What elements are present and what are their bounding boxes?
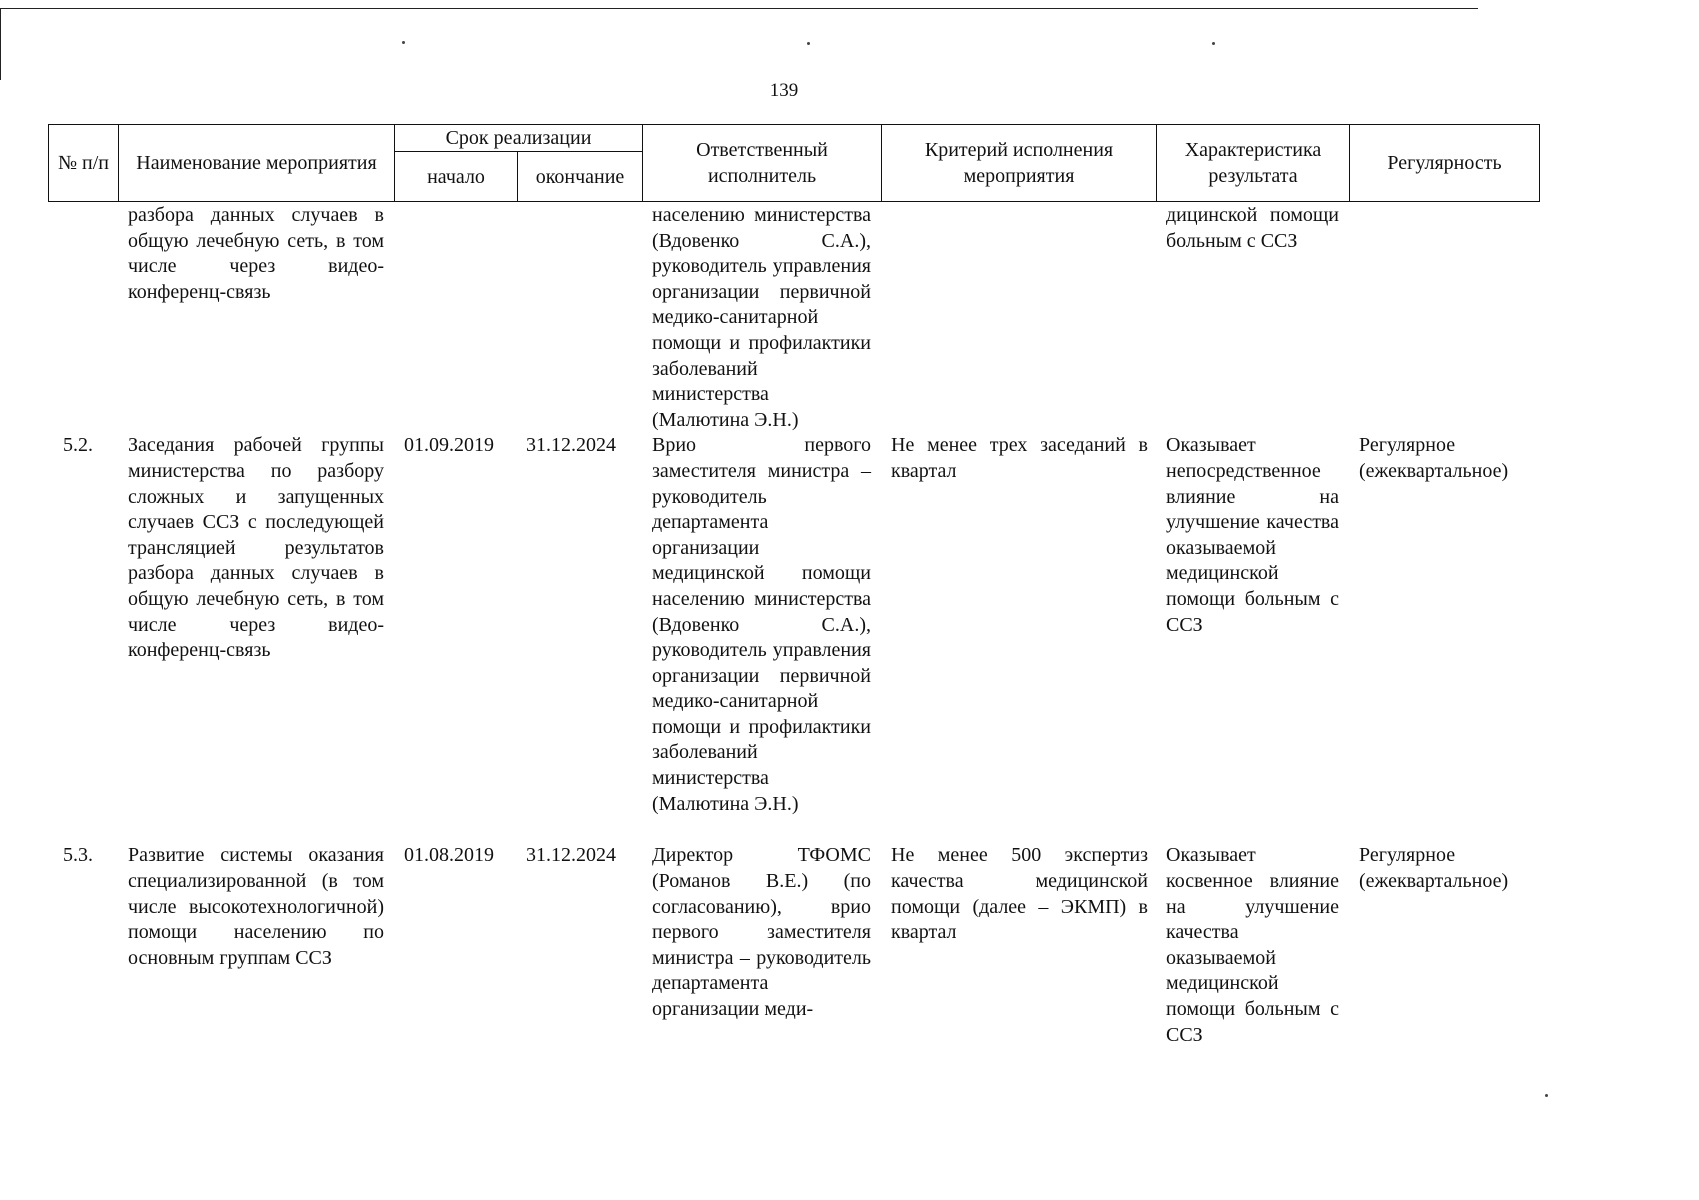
row-regularity <box>1349 201 1539 433</box>
scan-speck <box>402 41 405 44</box>
header-name: Наименование мероприятия <box>119 125 395 202</box>
row-responsible: Врио первого заместителя министра – руководитель департамента организации медицинской помощи населению министерства (Вдовенко С.А.), руководитель управления организации первичной медико-санитарной помощи и профилактики заболеваний министерства (Малютина Э.Н.) <box>652 434 871 815</box>
row-result: дицинской помощи больным с ССЗ <box>1166 204 1339 252</box>
row-num: 5.2. <box>63 434 93 457</box>
row-name: разбора данных случаев в общую лечебную сеть, в том числе через видео-конференц-связь <box>128 204 384 303</box>
header-end: окончание <box>518 152 643 202</box>
row-regularity: Регулярное (ежеквартальное) <box>1359 434 1509 482</box>
row-result: Оказывает непосредственное влияние на улучшение качества оказываемой медицинской помощи больным с ССЗ <box>1166 434 1339 636</box>
row-responsible: Директор ТФОМС (Романов В.Е.) (по согласованию), врио первого заместителя министра – руководитель департамента организации меди- <box>652 844 871 1020</box>
header-start: начало <box>395 152 518 202</box>
row-start: 01.08.2019 <box>404 844 494 867</box>
scan-speck <box>807 42 810 45</box>
header-period: Срок реализации <box>395 125 643 152</box>
row-responsible: населению министерства (Вдовенко С.А.), руководитель управления организации первичной медико-санитарной помощи и профилактики заболеваний министерства (Малютина Э.Н.) <box>652 204 871 431</box>
row-end: 31.12.2024 <box>526 434 616 457</box>
header-regularity: Регулярность <box>1350 125 1540 202</box>
row-criterion <box>881 201 1156 433</box>
scan-border-left <box>0 8 1 80</box>
row-end: 31.12.2024 <box>526 844 616 867</box>
scan-speck <box>1212 42 1215 45</box>
row-num <box>48 201 118 433</box>
row-criterion: Не менее трех заседаний в квартал <box>891 434 1148 482</box>
header-responsible: Ответственный исполнитель <box>643 125 882 202</box>
row-result: Оказывает косвенное влияние на улучшение качества оказываемой медицинской помощи больным с ССЗ <box>1166 844 1339 1046</box>
table-body <box>48 201 1539 1048</box>
scan-speck <box>1545 1094 1548 1097</box>
table-row <box>48 843 1539 1048</box>
row-start: 01.09.2019 <box>404 434 494 457</box>
row-num: 5.3. <box>63 844 93 867</box>
page-number: 139 <box>769 80 799 101</box>
table-header <box>48 124 1540 202</box>
header-criterion: Критерий исполнения мероприятия <box>882 125 1157 202</box>
row-end <box>517 201 642 433</box>
table-row <box>48 433 1539 843</box>
row-name: Развитие системы оказания специализированной (в том числе высокотехнологичной) помощи населению по основным группам ССЗ <box>128 844 384 969</box>
header-num: № п/п <box>49 125 119 202</box>
scan-border-top <box>0 8 1478 9</box>
row-start <box>394 201 517 433</box>
header-result: Характеристика результата <box>1157 125 1350 202</box>
row-regularity: Регулярное (ежеквартальное) <box>1359 844 1509 892</box>
table-row <box>48 201 1539 433</box>
row-criterion: Не менее 500 экспертиз качества медицинской помощи (далее – ЭКМП) в квартал <box>891 844 1148 944</box>
row-name: Заседания рабочей группы министерства по разбору сложных и запущенных случаев ССЗ с последующей трансляцией результатов разбора данных случаев в общую лечебную сеть, в том числе через видео-конференц-связь <box>128 434 384 662</box>
